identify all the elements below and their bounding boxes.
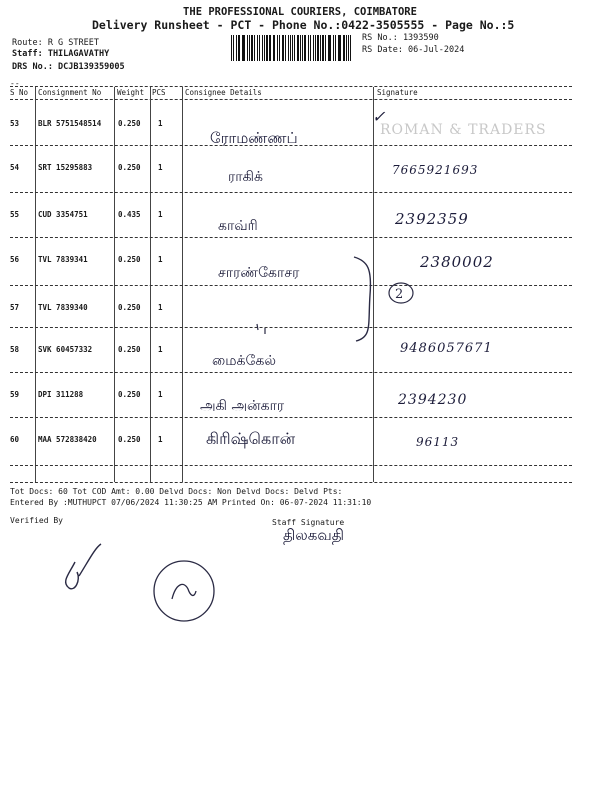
row-sno: 56	[10, 255, 20, 264]
row-separator	[10, 145, 572, 146]
row-weight: 0.250	[118, 303, 141, 312]
top-dashes: --	[10, 79, 20, 88]
rs-date: RS Date: 06-Jul-2024	[362, 45, 465, 55]
row-separator	[10, 192, 572, 193]
drs-number: DRS No.: DCJB139359005	[12, 62, 125, 72]
consignee-handwriting: மைக்கேல்	[212, 353, 276, 369]
row-consignment: CUD 3354751	[38, 210, 88, 219]
row-separator	[10, 237, 572, 238]
barcode-bar	[333, 35, 334, 61]
col-consignee: Consignee Details	[185, 88, 262, 97]
row-consignment: SRT 15295883	[38, 163, 93, 172]
barcode-bar	[297, 35, 298, 61]
row-sno: 53	[10, 119, 20, 128]
row-pcs: 1	[158, 390, 163, 399]
entered-by-line: Entered By :MUTHUPCT 07/06/2024 11:30:25 AM Printed On: 06-07-2024 11:31:10	[10, 498, 372, 507]
barcode-bar	[329, 35, 330, 61]
barcode-bar	[257, 35, 258, 61]
row-weight: 0.435	[118, 210, 141, 219]
row-pcs: 1	[158, 435, 163, 444]
barcode-bar	[338, 35, 339, 61]
barcode-bar	[249, 35, 250, 61]
barcode-bar	[247, 35, 248, 61]
barcode-bar	[251, 35, 253, 61]
barcode-bar	[320, 35, 321, 61]
row-pcs: 1	[158, 255, 163, 264]
barcode-bar	[300, 35, 301, 61]
row-weight: 0.250	[118, 390, 141, 399]
signature-handwriting: ✓	[372, 107, 387, 126]
barcode-bar	[322, 35, 324, 61]
row-separator	[10, 372, 572, 373]
row-consignment: DPI 311288	[38, 390, 84, 399]
barcode-bar	[348, 35, 349, 61]
row-consignment: TVL 7839341	[38, 255, 88, 264]
row-sno: 55	[10, 210, 20, 219]
col-pcs: PCS	[152, 88, 166, 97]
consignee-handwriting: ராகிக்	[228, 169, 263, 185]
barcode-bar	[328, 35, 329, 61]
barcode-bar	[290, 35, 291, 61]
barcode-bar	[288, 35, 289, 61]
consignee-handwriting: ரோமண்ணப்	[210, 129, 298, 147]
footer-rule	[10, 482, 572, 483]
barcode-bar	[231, 35, 232, 61]
company-title: THE PROFESSIONAL COURIERS, COIMBATORE	[183, 6, 417, 18]
signature-handwriting: 2392359	[395, 210, 469, 228]
barcode-bar	[313, 35, 314, 61]
barcode-bar	[277, 35, 278, 61]
barcode-bar	[233, 35, 234, 61]
barcode-bar	[259, 35, 260, 61]
barcode-bar	[242, 35, 243, 61]
barcode-bar	[243, 35, 244, 61]
barcode-bar	[325, 35, 326, 61]
barcode-bar	[254, 35, 255, 61]
col-consignment: Consignment No	[38, 88, 102, 97]
signature-handwriting: 2380002	[420, 253, 494, 271]
svg-text:2: 2	[395, 287, 404, 302]
barcode-bar	[282, 35, 284, 61]
barcode-bar	[264, 35, 265, 61]
row-weight: 0.250	[118, 345, 141, 354]
barcode-bar	[302, 35, 303, 61]
barcode-bar	[236, 35, 237, 61]
signature-handwriting: 7665921693	[392, 163, 479, 177]
signature-handwriting: 9486057671	[400, 341, 493, 356]
signature-handwriting: 96113	[416, 435, 460, 449]
row-consignment: MAA 572838420	[38, 435, 97, 444]
consignee-handwriting: அகி அன்கார	[200, 398, 285, 414]
verified-signature-mark	[55, 540, 115, 600]
barcode-bar	[310, 35, 311, 61]
row-pcs: 1	[158, 163, 163, 172]
row-weight: 0.250	[118, 255, 141, 264]
staff-signature-label: Staff Signature	[272, 518, 345, 527]
barcode-bar	[317, 35, 318, 61]
barcode-bar	[343, 35, 345, 61]
row-pcs: 1	[158, 210, 163, 219]
barcode-bar	[294, 35, 295, 61]
circle-2-mark	[387, 280, 417, 308]
consignee-handwriting: சாரண்கோசர	[218, 265, 300, 281]
faint-stamp: ROMAN & TRADERS	[380, 122, 547, 138]
row-pcs: 1	[158, 303, 163, 312]
col-signature: Signature	[377, 88, 418, 97]
barcode-bar	[266, 35, 267, 61]
rs-number: RS No.: 1393590	[362, 33, 439, 43]
consignee-handwriting: காவ்ரி	[218, 218, 258, 234]
barcode-bar	[335, 35, 336, 61]
barcode-bar	[304, 35, 306, 61]
barcode-bar	[350, 35, 351, 61]
table-top-rule	[10, 86, 572, 87]
barcode-bar	[262, 35, 263, 61]
barcode-bar	[292, 35, 293, 61]
bracket-mark	[350, 255, 380, 345]
route-label: Route: R G STREET	[12, 38, 99, 48]
row-pcs: 1	[158, 119, 163, 128]
row-separator	[10, 465, 572, 466]
row-consignment: BLR 5751548514	[38, 119, 102, 128]
row-weight: 0.250	[118, 119, 141, 128]
barcode-bar	[238, 35, 240, 61]
runsheet-title: Delivery Runsheet - PCT - Phone No.:0422-3505555 - Page No.:5	[92, 18, 515, 32]
ink-ticks	[255, 320, 275, 340]
barcode-bar	[279, 35, 280, 61]
barcode-bar	[274, 35, 275, 61]
col-weight: Weight	[117, 88, 145, 97]
row-separator	[10, 417, 572, 418]
row-consignment: SVK 60457332	[38, 345, 93, 354]
table-header-rule	[10, 99, 572, 100]
barcode-bar	[346, 35, 347, 61]
barcode-bar	[285, 35, 286, 61]
circled-initial-mark	[150, 555, 220, 630]
row-sno: 58	[10, 345, 20, 354]
staff-signature-handwriting: திலகவதி	[283, 526, 344, 544]
barcode-bar	[273, 35, 274, 61]
row-sno: 59	[10, 390, 20, 399]
row-pcs: 1	[158, 345, 163, 354]
consignee-handwriting: கிரிஷ்கொன்	[206, 429, 296, 448]
row-sno: 57	[10, 303, 20, 312]
row-weight: 0.250	[118, 163, 141, 172]
row-consignment: TVL 7839340	[38, 303, 88, 312]
row-weight: 0.250	[118, 435, 141, 444]
col-sno: S No	[10, 88, 29, 97]
barcode-bar	[308, 35, 309, 61]
barcode	[231, 35, 353, 61]
row-separator	[10, 285, 572, 286]
row-sno: 60	[10, 435, 20, 444]
barcode-bar	[315, 35, 316, 61]
staff-label: Staff: THILAGAVATHY	[12, 49, 110, 59]
totals-line: Tot Docs: 60 Tot COD Amt: 0.00 Delvd Docs: Non Delvd Docs: Delvd Pts:	[10, 487, 343, 496]
verified-by-label: Verified By	[10, 516, 63, 525]
signature-handwriting: 2394230	[398, 392, 468, 408]
row-sno: 54	[10, 163, 20, 172]
barcode-bar	[269, 35, 271, 61]
row-separator	[10, 327, 572, 328]
barcode-bar	[339, 35, 340, 61]
